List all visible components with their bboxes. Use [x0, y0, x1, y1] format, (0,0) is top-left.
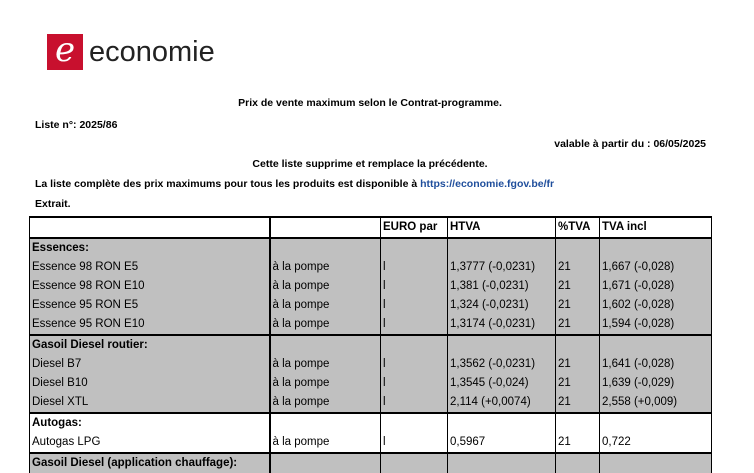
column-header: HTVA: [448, 217, 556, 238]
cell-vat: 21: [556, 355, 600, 374]
economie-logo: [47, 30, 215, 70]
cell-vat: 21: [556, 258, 600, 277]
cell-tvac: 1,667 (-0,028): [600, 258, 712, 277]
replaces-note: Cette liste supprime et remplace la précédente.: [252, 158, 488, 170]
cell-place: à la pompe: [270, 355, 381, 374]
table-row: [30, 277, 712, 296]
column-header: [270, 217, 381, 238]
table-row: [30, 258, 712, 277]
cell-unit: l: [381, 296, 448, 315]
cell-unit: l: [381, 355, 448, 374]
table-row: [30, 433, 712, 453]
cell-place: à la pompe: [270, 258, 381, 277]
cell-product: Essence 95 RON E10: [30, 315, 270, 335]
cell-unit: l: [381, 315, 448, 335]
cell-tvac: 2,558 (+0,009): [600, 393, 712, 413]
column-header: EURO par: [381, 217, 448, 238]
cell-htva: 1,3562 (-0,0231): [448, 355, 556, 374]
cell-product: Diesel B10: [30, 374, 270, 393]
economie-link[interactable]: https://economie.fgov.be/fr: [420, 178, 555, 190]
empty-cell: [556, 413, 600, 433]
cell-htva: 1,381 (-0,0231): [448, 277, 556, 296]
empty-cell: [270, 238, 381, 258]
empty-cell: [270, 453, 381, 473]
table-row: [30, 374, 712, 393]
category-row: [30, 413, 712, 433]
cell-vat: 21: [556, 315, 600, 335]
cell-place: à la pompe: [270, 277, 381, 296]
empty-cell: [556, 335, 600, 355]
cell-vat: 21: [556, 374, 600, 393]
cell-htva: 1,324 (-0,0231): [448, 296, 556, 315]
cell-unit: l: [381, 393, 448, 413]
column-header: TVA incl: [600, 217, 712, 238]
column-header: [30, 217, 270, 238]
cell-place: à la pompe: [270, 315, 381, 335]
cell-unit: l: [381, 374, 448, 393]
category-row: [30, 453, 712, 473]
cell-product: Essence 98 RON E10: [30, 277, 270, 296]
table-header-row: [30, 217, 712, 238]
cell-tvac: 1,639 (-0,029): [600, 374, 712, 393]
empty-cell: [600, 453, 712, 473]
cell-place: à la pompe: [270, 374, 381, 393]
cell-htva: 2,114 (+0,0074): [448, 393, 556, 413]
cell-place: à la pompe: [270, 433, 381, 453]
cell-htva: 1,3174 (-0,0231): [448, 315, 556, 335]
table-row: [30, 296, 712, 315]
complete-list-text: La liste complète des prix maximums pour tous les produits est disponible à: [35, 178, 418, 190]
cell-unit: l: [381, 277, 448, 296]
empty-cell: [556, 453, 600, 473]
empty-cell: [270, 413, 381, 433]
empty-cell: [600, 413, 712, 433]
cell-product: Autogas LPG: [30, 433, 270, 453]
valid-from: valable à partir du : 06/05/2025: [554, 138, 706, 150]
table-row: [30, 315, 712, 335]
empty-cell: [270, 335, 381, 355]
cell-tvac: 1,641 (-0,028): [600, 355, 712, 374]
list-number: Liste n°: 2025/86: [35, 119, 118, 131]
price-table: [29, 216, 712, 473]
empty-cell: [600, 335, 712, 355]
empty-cell: [556, 238, 600, 258]
cell-vat: 21: [556, 433, 600, 453]
cell-htva: 0,5967: [448, 433, 556, 453]
column-header: %TVA: [556, 217, 600, 238]
empty-cell: [448, 238, 556, 258]
category-label: Autogas:: [30, 413, 270, 433]
empty-cell: [381, 453, 448, 473]
category-label: Gasoil Diesel routier:: [30, 335, 270, 355]
table-row: [30, 393, 712, 413]
category-row: [30, 335, 712, 355]
cell-vat: 21: [556, 296, 600, 315]
cell-vat: 21: [556, 393, 600, 413]
empty-cell: [448, 453, 556, 473]
empty-cell: [381, 413, 448, 433]
empty-cell: [381, 335, 448, 355]
cell-tvac: 1,671 (-0,028): [600, 277, 712, 296]
logo-text: economie: [89, 36, 215, 68]
cell-unit: l: [381, 433, 448, 453]
cell-tvac: 0,722: [600, 433, 712, 453]
cell-vat: 21: [556, 277, 600, 296]
cell-tvac: 1,594 (-0,028): [600, 315, 712, 335]
cell-htva: 1,3777 (-0,0231): [448, 258, 556, 277]
empty-cell: [448, 335, 556, 355]
cell-htva: 1,3545 (-0,024): [448, 374, 556, 393]
extract-label: Extrait.: [35, 198, 71, 210]
cell-unit: l: [381, 258, 448, 277]
category-label: Gasoil Diesel (application chauffage):: [30, 453, 270, 473]
cell-place: à la pompe: [270, 296, 381, 315]
cell-product: Diesel B7: [30, 355, 270, 374]
cell-product: Diesel XTL: [30, 393, 270, 413]
cell-place: à la pompe: [270, 393, 381, 413]
complete-list-note: [35, 178, 554, 190]
category-label: Essences:: [30, 238, 270, 258]
document-title: Prix de vente maximum selon le Contrat-programme.: [238, 97, 502, 109]
cell-product: Essence 98 RON E5: [30, 258, 270, 277]
cell-tvac: 1,602 (-0,028): [600, 296, 712, 315]
empty-cell: [600, 238, 712, 258]
empty-cell: [448, 413, 556, 433]
category-row: [30, 238, 712, 258]
logo-e-icon: e: [47, 34, 83, 70]
empty-cell: [381, 238, 448, 258]
cell-product: Essence 95 RON E5: [30, 296, 270, 315]
table-row: [30, 355, 712, 374]
